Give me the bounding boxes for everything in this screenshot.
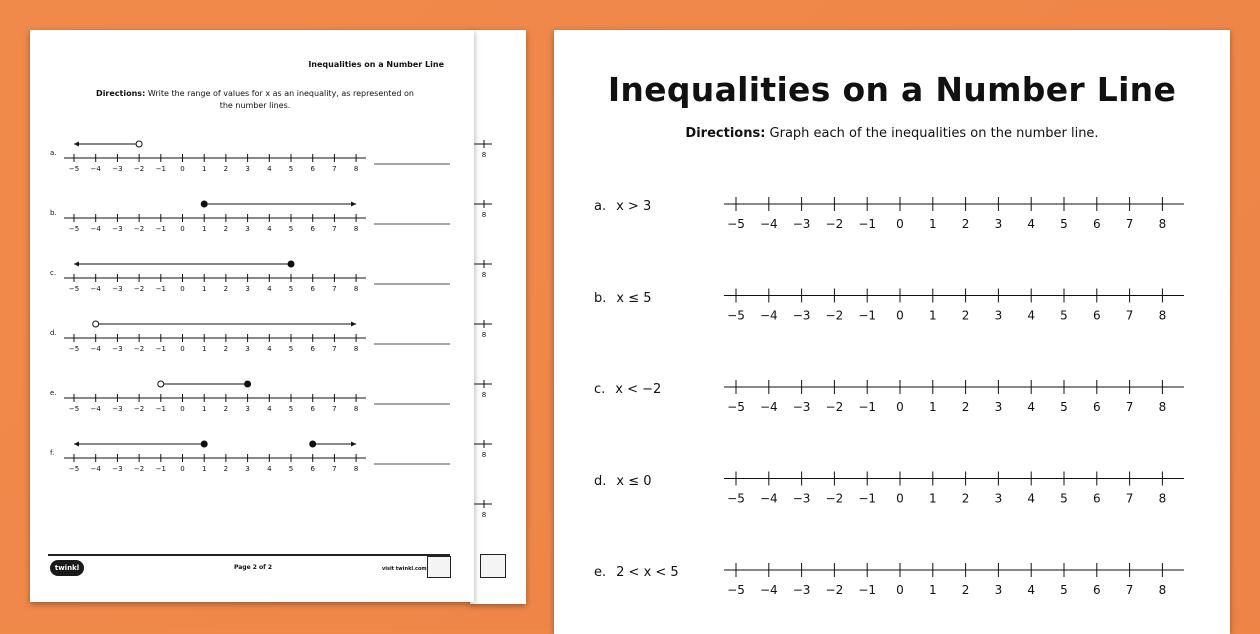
tick-label: −1 bbox=[155, 465, 166, 473]
tick-label: 0 bbox=[180, 465, 185, 473]
tick-label: 2 bbox=[223, 285, 229, 293]
tick-label: 1 bbox=[928, 308, 937, 323]
question-letter: d. bbox=[594, 473, 607, 489]
tick-label: 5 bbox=[288, 405, 294, 413]
tick-label: 2 bbox=[961, 583, 970, 597]
inequality-expression: 2 < x < 5 bbox=[616, 565, 679, 580]
tick-label: 7 bbox=[332, 345, 337, 353]
tick-label: 1 bbox=[201, 225, 207, 233]
tick-label: 6 bbox=[1092, 583, 1101, 597]
tick-label: −4 bbox=[90, 465, 101, 473]
tick-label: −1 bbox=[155, 165, 166, 173]
visit-site-text: visit twinkl.com bbox=[382, 566, 427, 572]
tick-label: 8 bbox=[481, 391, 487, 399]
tick-label: 6 bbox=[310, 405, 315, 413]
question-label: c. bbox=[50, 269, 57, 277]
number-line-5 bbox=[50, 441, 450, 473]
tick-label: 5 bbox=[288, 225, 294, 233]
tick-label: −5 bbox=[727, 308, 745, 323]
question-letter: a. bbox=[594, 199, 607, 214]
tick-label: −3 bbox=[112, 225, 123, 233]
tick-label: 2 bbox=[223, 465, 229, 473]
tick-label: 8 bbox=[353, 345, 359, 353]
left-worksheet-page bbox=[30, 30, 474, 602]
tick-label: 4 bbox=[267, 285, 272, 293]
tick-label: 3 bbox=[994, 308, 1003, 323]
tick-label: 4 bbox=[1027, 491, 1036, 506]
tick-label: 8 bbox=[1158, 400, 1167, 414]
tick-label: 8 bbox=[1158, 308, 1167, 323]
right-number-lines bbox=[554, 30, 1230, 634]
tick-label: 5 bbox=[288, 465, 294, 473]
closed-endpoint bbox=[245, 381, 251, 387]
number-line-4 bbox=[50, 381, 450, 413]
tick-label: 2 bbox=[223, 345, 229, 353]
tick-label: 6 bbox=[310, 465, 315, 473]
tick-label: 6 bbox=[1092, 491, 1101, 506]
tick-label: −4 bbox=[759, 491, 778, 506]
number-line-1 bbox=[724, 289, 1184, 323]
tick-label: −5 bbox=[68, 405, 80, 413]
tick-label: 3 bbox=[994, 217, 1003, 231]
tick-label: −5 bbox=[727, 491, 745, 506]
tick-label: −1 bbox=[155, 405, 166, 413]
left-number-lines bbox=[30, 30, 474, 550]
tick-label: 3 bbox=[245, 225, 250, 233]
question-letter: c. bbox=[594, 382, 606, 397]
tick-label: 7 bbox=[332, 225, 337, 233]
tick-label: 6 bbox=[310, 285, 315, 293]
tick-label: −3 bbox=[112, 405, 123, 413]
tick-label: 0 bbox=[896, 217, 904, 231]
inequality-expression: x < −2 bbox=[615, 382, 662, 397]
tick-label: 6 bbox=[310, 345, 315, 353]
tick-label: 1 bbox=[201, 165, 207, 173]
number-line-1 bbox=[50, 201, 450, 233]
tick-label: 5 bbox=[1060, 400, 1068, 414]
tick-label: 0 bbox=[180, 345, 185, 353]
closed-endpoint bbox=[288, 261, 294, 267]
tick-label: 2 bbox=[223, 225, 229, 233]
tick-label: 6 bbox=[310, 225, 315, 233]
tick-label: −2 bbox=[133, 345, 145, 353]
tick-label: 0 bbox=[896, 308, 904, 323]
tick-label: 8 bbox=[481, 331, 487, 339]
number-line-0 bbox=[50, 141, 450, 173]
tick-label: 3 bbox=[994, 400, 1003, 414]
tick-label: 7 bbox=[1125, 308, 1134, 323]
tick-label: 7 bbox=[1125, 491, 1134, 506]
open-endpoint bbox=[93, 321, 99, 327]
arrowhead bbox=[351, 202, 356, 207]
tick-label: −1 bbox=[155, 285, 166, 293]
tick-label: 7 bbox=[332, 405, 337, 413]
number-line-3 bbox=[724, 472, 1184, 506]
open-endpoint bbox=[158, 381, 164, 387]
closed-endpoint bbox=[310, 441, 316, 447]
tick-label: −2 bbox=[825, 583, 844, 597]
tick-label: −3 bbox=[112, 285, 123, 293]
tick-label: 4 bbox=[1027, 583, 1036, 597]
left-sheet-header: Inequalities on a Number Line bbox=[308, 60, 444, 69]
tick-label: −1 bbox=[858, 491, 877, 506]
tick-label: −4 bbox=[759, 217, 778, 231]
arrowhead bbox=[74, 142, 79, 147]
tick-label: 3 bbox=[245, 405, 250, 413]
tick-label: 4 bbox=[267, 345, 272, 353]
tick-label: 8 bbox=[353, 285, 359, 293]
tick-label: 6 bbox=[1092, 217, 1101, 231]
number-line-3 bbox=[50, 321, 450, 353]
tick-label: −3 bbox=[792, 491, 811, 506]
tick-label: −3 bbox=[792, 400, 811, 414]
tick-label: −2 bbox=[825, 400, 844, 414]
tick-label: −2 bbox=[133, 405, 145, 413]
tick-label: −2 bbox=[825, 491, 844, 506]
tick-label: 1 bbox=[201, 345, 207, 353]
tick-label: 8 bbox=[481, 271, 487, 279]
arrowhead bbox=[351, 322, 356, 327]
number-line-2 bbox=[724, 380, 1184, 414]
tick-label: −3 bbox=[792, 217, 811, 231]
tick-label: 5 bbox=[1060, 217, 1068, 231]
tick-label: 8 bbox=[481, 451, 487, 459]
tick-label: −5 bbox=[68, 165, 80, 173]
tick-label: 0 bbox=[180, 165, 185, 173]
tick-label: −5 bbox=[68, 345, 80, 353]
tick-label: −2 bbox=[133, 225, 145, 233]
tick-label: −2 bbox=[133, 465, 145, 473]
tick-label: −4 bbox=[759, 583, 778, 597]
tick-label: 1 bbox=[928, 583, 937, 597]
tick-label: 8 bbox=[1158, 491, 1167, 506]
tick-label: 4 bbox=[1027, 217, 1036, 231]
tick-label: −4 bbox=[90, 165, 101, 173]
question-label: f. bbox=[50, 449, 55, 457]
tick-label: 8 bbox=[353, 225, 359, 233]
twinkl-logo: twinkl bbox=[50, 560, 84, 576]
tick-label: 3 bbox=[994, 491, 1003, 506]
tick-label: −1 bbox=[155, 345, 166, 353]
tick-label: 0 bbox=[896, 491, 904, 506]
tick-label: 7 bbox=[1125, 583, 1134, 597]
tick-label: 5 bbox=[288, 285, 294, 293]
tick-label: 0 bbox=[180, 225, 185, 233]
tick-label: −5 bbox=[68, 465, 80, 473]
inequality-expression: x > 3 bbox=[616, 199, 652, 214]
tick-label: −3 bbox=[112, 345, 123, 353]
question-label: e. bbox=[50, 389, 57, 397]
tick-label: 6 bbox=[1092, 308, 1101, 323]
tick-label: −5 bbox=[727, 217, 745, 231]
tick-label: 8 bbox=[353, 405, 359, 413]
tick-label: −5 bbox=[727, 583, 745, 597]
question-label: d. bbox=[50, 329, 57, 337]
tick-label: 4 bbox=[267, 165, 272, 173]
tick-label: −5 bbox=[727, 400, 745, 414]
tick-label: 5 bbox=[288, 345, 294, 353]
tick-label: −5 bbox=[68, 225, 80, 233]
page-title: Inequalities on a Number Line bbox=[607, 70, 1177, 109]
tick-label: −4 bbox=[759, 400, 778, 414]
tick-label: 2 bbox=[223, 405, 229, 413]
page-number: Page 2 of 2 bbox=[234, 564, 272, 571]
tick-label: −5 bbox=[68, 285, 80, 293]
tick-label: −2 bbox=[133, 165, 145, 173]
tick-label: 5 bbox=[1060, 308, 1068, 323]
tick-label: −4 bbox=[90, 405, 101, 413]
tick-label: −1 bbox=[155, 225, 166, 233]
tick-label: 8 bbox=[1158, 217, 1167, 231]
tick-label: 7 bbox=[1125, 217, 1134, 231]
tick-label: 1 bbox=[928, 400, 937, 414]
directions-text: Graph each of the inequalities on the number line. bbox=[769, 126, 1099, 141]
tick-label: 8 bbox=[353, 165, 359, 173]
tick-label: 0 bbox=[896, 583, 904, 597]
tick-label: −4 bbox=[90, 225, 101, 233]
tick-label: 2 bbox=[961, 491, 970, 506]
tick-label: −1 bbox=[858, 583, 877, 597]
tick-label: 6 bbox=[1092, 400, 1101, 414]
tick-label: −2 bbox=[133, 285, 145, 293]
tick-label: 8 bbox=[481, 211, 487, 219]
tick-label: 4 bbox=[1027, 308, 1036, 323]
closed-endpoint bbox=[201, 441, 207, 447]
arrowhead bbox=[74, 262, 79, 267]
directions-bold-label: Directions: bbox=[96, 89, 146, 98]
tick-label: 3 bbox=[245, 285, 250, 293]
tick-label: −3 bbox=[792, 308, 811, 323]
directions-bold-label: Directions: bbox=[685, 126, 766, 141]
tick-label: −2 bbox=[825, 308, 844, 323]
tick-label: 8 bbox=[353, 465, 359, 473]
tick-label: 3 bbox=[245, 465, 250, 473]
tick-label: 4 bbox=[1027, 400, 1036, 414]
right-worksheet-page bbox=[554, 30, 1230, 634]
inequality-expression: x ≤ 0 bbox=[616, 473, 652, 489]
tick-label: −3 bbox=[792, 583, 811, 597]
tick-label: 0 bbox=[896, 400, 904, 414]
tick-label: 1 bbox=[928, 491, 937, 506]
open-endpoint bbox=[136, 141, 142, 147]
back-sheet-badge bbox=[480, 554, 506, 578]
question-label: a. bbox=[50, 149, 57, 157]
tick-label: 8 bbox=[481, 151, 487, 159]
inequality-expression: x ≤ 5 bbox=[616, 290, 652, 306]
tick-label: 5 bbox=[1060, 491, 1068, 506]
tick-label: 1 bbox=[201, 465, 207, 473]
tick-label: 3 bbox=[245, 165, 250, 173]
tick-label: 4 bbox=[267, 405, 272, 413]
arrowhead bbox=[351, 442, 356, 447]
tick-label: 1 bbox=[201, 285, 207, 293]
tick-label: 2 bbox=[961, 400, 970, 414]
tick-label: −1 bbox=[858, 308, 877, 323]
tick-label: −1 bbox=[858, 400, 877, 414]
arrowhead bbox=[74, 442, 79, 447]
tick-label: 4 bbox=[267, 225, 272, 233]
tick-label: 5 bbox=[288, 165, 294, 173]
tick-label: −4 bbox=[90, 285, 101, 293]
number-line-2 bbox=[50, 261, 450, 293]
tick-label: 7 bbox=[1125, 400, 1134, 414]
back-sheet-number-line-ends bbox=[470, 30, 526, 604]
tick-label: 7 bbox=[332, 285, 337, 293]
tick-label: 5 bbox=[1060, 583, 1068, 597]
tick-label: −3 bbox=[112, 465, 123, 473]
tick-label: 3 bbox=[994, 583, 1003, 597]
tick-label: −2 bbox=[825, 217, 844, 231]
footer-divider bbox=[48, 554, 450, 556]
tick-label: −1 bbox=[858, 217, 877, 231]
tick-label: 1 bbox=[928, 217, 937, 231]
tick-label: 8 bbox=[1158, 583, 1167, 597]
tick-label: 0 bbox=[180, 405, 185, 413]
tick-label: −4 bbox=[90, 345, 101, 353]
tick-label: 0 bbox=[180, 285, 185, 293]
tick-label: 7 bbox=[332, 465, 337, 473]
tick-label: 4 bbox=[267, 465, 272, 473]
directions-text: Write the range of values for x as an inequality, as represented on the number lines. bbox=[147, 89, 414, 110]
tick-label: 8 bbox=[481, 511, 487, 519]
tick-label: 1 bbox=[201, 405, 207, 413]
tick-label: −3 bbox=[112, 165, 123, 173]
tick-label: 2 bbox=[223, 165, 229, 173]
question-label: b. bbox=[50, 209, 57, 217]
footer-badge bbox=[427, 556, 451, 578]
tick-label: 7 bbox=[332, 165, 337, 173]
number-line-0 bbox=[724, 197, 1184, 231]
tick-label: −4 bbox=[759, 308, 778, 323]
tick-label: 3 bbox=[245, 345, 250, 353]
question-letter: b. bbox=[594, 290, 607, 306]
tick-label: 6 bbox=[310, 165, 315, 173]
question-letter: e. bbox=[594, 565, 607, 580]
closed-endpoint bbox=[201, 201, 207, 207]
back-worksheet-page bbox=[470, 30, 526, 604]
tick-label: 2 bbox=[961, 308, 970, 323]
number-line-4 bbox=[724, 563, 1184, 597]
tick-label: 2 bbox=[961, 217, 970, 231]
